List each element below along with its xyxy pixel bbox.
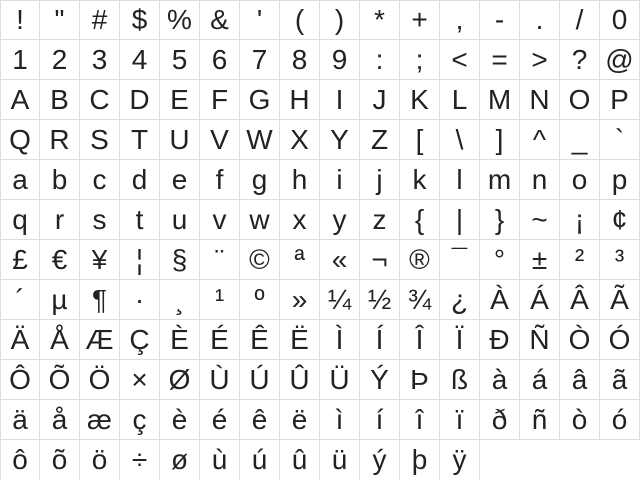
- glyph-cell[interactable]: 8: [280, 40, 320, 80]
- glyph-cell[interactable]: w: [240, 200, 280, 240]
- glyph-cell[interactable]: t: [120, 200, 160, 240]
- glyph-cell[interactable]: 6: [200, 40, 240, 80]
- glyph-cell[interactable]: Ö: [80, 360, 120, 400]
- glyph-cell[interactable]: «: [320, 240, 360, 280]
- glyph-cell[interactable]: |: [440, 200, 480, 240]
- glyph-cell[interactable]: q: [0, 200, 40, 240]
- glyph-cell[interactable]: ª: [280, 240, 320, 280]
- glyph-cell[interactable]: x: [280, 200, 320, 240]
- glyph-cell[interactable]: <: [440, 40, 480, 80]
- glyph-cell[interactable]: }: [480, 200, 520, 240]
- glyph-cell[interactable]: ¸: [160, 280, 200, 320]
- glyph-cell[interactable]: a: [0, 160, 40, 200]
- empty-cell: [600, 440, 640, 480]
- glyph-cell[interactable]: ^: [520, 120, 560, 160]
- glyph-cell[interactable]: H: [280, 80, 320, 120]
- glyph-cell[interactable]: Ã: [600, 280, 640, 320]
- glyph-cell[interactable]: O: [560, 80, 600, 120]
- glyph-cell[interactable]: Â: [560, 280, 600, 320]
- glyph-cell[interactable]: -: [480, 0, 520, 40]
- glyph-cell[interactable]: °: [480, 240, 520, 280]
- glyph-cell[interactable]: b: [40, 160, 80, 200]
- glyph-cell[interactable]: u: [160, 200, 200, 240]
- glyph-cell[interactable]: o: [560, 160, 600, 200]
- glyph-cell[interactable]: Ý: [360, 360, 400, 400]
- glyph-cell[interactable]: å: [40, 400, 80, 440]
- glyph-cell[interactable]: Û: [280, 360, 320, 400]
- glyph-cell[interactable]: ?: [560, 40, 600, 80]
- glyph-cell[interactable]: ·: [120, 280, 160, 320]
- glyph-cell[interactable]: €: [40, 240, 80, 280]
- glyph-cell[interactable]: ³: [600, 240, 640, 280]
- glyph-cell[interactable]: Õ: [40, 360, 80, 400]
- glyph-cell[interactable]: h: [280, 160, 320, 200]
- glyph-cell[interactable]: Q: [0, 120, 40, 160]
- glyph-cell[interactable]: k: [400, 160, 440, 200]
- glyph-cell[interactable]: À: [480, 280, 520, 320]
- glyph-cell[interactable]: /: [560, 0, 600, 40]
- glyph-cell[interactable]: ¨: [200, 240, 240, 280]
- glyph-cell[interactable]: .: [520, 0, 560, 40]
- glyph-cell[interactable]: ç: [120, 400, 160, 440]
- glyph-cell[interactable]: ¼: [320, 280, 360, 320]
- empty-cell: [480, 440, 520, 480]
- glyph-cell[interactable]: 4: [120, 40, 160, 80]
- glyph-cell[interactable]: Á: [520, 280, 560, 320]
- glyph-cell[interactable]: ": [40, 0, 80, 40]
- glyph-cell[interactable]: ú: [240, 440, 280, 480]
- glyph-cell[interactable]: ]: [480, 120, 520, 160]
- glyph-cell[interactable]: D: [120, 80, 160, 120]
- glyph-cell[interactable]: !: [0, 0, 40, 40]
- glyph-cell[interactable]: ): [320, 0, 360, 40]
- glyph-cell[interactable]: é: [200, 400, 240, 440]
- glyph-cell[interactable]: ;: [400, 40, 440, 80]
- glyph-cell[interactable]: Þ: [400, 360, 440, 400]
- glyph-cell[interactable]: G: [240, 80, 280, 120]
- glyph-cell[interactable]: Ê: [240, 320, 280, 360]
- glyph-cell[interactable]: ²: [560, 240, 600, 280]
- glyph-cell[interactable]: ©: [240, 240, 280, 280]
- glyph-cell[interactable]: B: [40, 80, 80, 120]
- glyph-cell[interactable]: j: [360, 160, 400, 200]
- glyph-cell[interactable]: [: [400, 120, 440, 160]
- glyph-cell[interactable]: µ: [40, 280, 80, 320]
- glyph-cell[interactable]: ü: [320, 440, 360, 480]
- glyph-cell[interactable]: >: [520, 40, 560, 80]
- glyph-cell[interactable]: d: [120, 160, 160, 200]
- glyph-cell[interactable]: »: [280, 280, 320, 320]
- glyph-cell[interactable]: ±: [520, 240, 560, 280]
- glyph-cell[interactable]: (: [280, 0, 320, 40]
- glyph-cell[interactable]: ê: [240, 400, 280, 440]
- glyph-cell[interactable]: ¦: [120, 240, 160, 280]
- glyph-cell[interactable]: Ü: [320, 360, 360, 400]
- glyph-cell[interactable]: õ: [40, 440, 80, 480]
- glyph-cell[interactable]: Ø: [160, 360, 200, 400]
- glyph-cell[interactable]: à: [480, 360, 520, 400]
- glyph-cell[interactable]: I: [320, 80, 360, 120]
- glyph-cell[interactable]: 1: [0, 40, 40, 80]
- glyph-cell[interactable]: :: [360, 40, 400, 80]
- glyph-cell[interactable]: º: [240, 280, 280, 320]
- glyph-cell[interactable]: 7: [240, 40, 280, 80]
- glyph-cell[interactable]: ~: [520, 200, 560, 240]
- glyph-cell[interactable]: ®: [400, 240, 440, 280]
- glyph-cell[interactable]: ù: [200, 440, 240, 480]
- glyph-cell[interactable]: p: [600, 160, 640, 200]
- glyph-cell[interactable]: Ç: [120, 320, 160, 360]
- glyph-cell[interactable]: l: [440, 160, 480, 200]
- glyph-cell[interactable]: R: [40, 120, 80, 160]
- glyph-cell[interactable]: V: [200, 120, 240, 160]
- glyph-cell[interactable]: á: [520, 360, 560, 400]
- glyph-cell[interactable]: 2: [40, 40, 80, 80]
- glyph-cell[interactable]: &: [200, 0, 240, 40]
- glyph-cell[interactable]: ó: [600, 400, 640, 440]
- glyph-cell[interactable]: z: [360, 200, 400, 240]
- glyph-cell[interactable]: e: [160, 160, 200, 200]
- glyph-cell[interactable]: ¢: [600, 200, 640, 240]
- glyph-cell[interactable]: \: [440, 120, 480, 160]
- glyph-cell[interactable]: è: [160, 400, 200, 440]
- glyph-cell[interactable]: ã: [600, 360, 640, 400]
- glyph-cell[interactable]: ö: [80, 440, 120, 480]
- glyph-cell[interactable]: ñ: [520, 400, 560, 440]
- glyph-cell[interactable]: 9: [320, 40, 360, 80]
- glyph-cell[interactable]: g: [240, 160, 280, 200]
- glyph-cell[interactable]: *: [360, 0, 400, 40]
- glyph-cell[interactable]: F: [200, 80, 240, 120]
- glyph-cell[interactable]: m: [480, 160, 520, 200]
- glyph-cell[interactable]: ø: [160, 440, 200, 480]
- glyph-cell[interactable]: Ñ: [520, 320, 560, 360]
- glyph-cell[interactable]: ì: [320, 400, 360, 440]
- glyph-cell[interactable]: ': [240, 0, 280, 40]
- glyph-cell[interactable]: c: [80, 160, 120, 200]
- glyph-cell[interactable]: S: [80, 120, 120, 160]
- glyph-cell[interactable]: r: [40, 200, 80, 240]
- glyph-cell[interactable]: É: [200, 320, 240, 360]
- glyph-cell[interactable]: Z: [360, 120, 400, 160]
- glyph-cell[interactable]: Ì: [320, 320, 360, 360]
- glyph-cell[interactable]: ô: [0, 440, 40, 480]
- glyph-cell[interactable]: Ó: [600, 320, 640, 360]
- glyph-cell[interactable]: ò: [560, 400, 600, 440]
- glyph-cell[interactable]: s: [80, 200, 120, 240]
- glyph-cell[interactable]: {: [400, 200, 440, 240]
- glyph-cell[interactable]: Y: [320, 120, 360, 160]
- glyph-cell[interactable]: Í: [360, 320, 400, 360]
- glyph-cell[interactable]: ´: [0, 280, 40, 320]
- glyph-cell[interactable]: Å: [40, 320, 80, 360]
- glyph-cell[interactable]: í: [360, 400, 400, 440]
- glyph-cell[interactable]: K: [400, 80, 440, 120]
- glyph-cell[interactable]: Ù: [200, 360, 240, 400]
- glyph-cell[interactable]: ,: [440, 0, 480, 40]
- glyph-cell[interactable]: ¿: [440, 280, 480, 320]
- glyph-cell[interactable]: M: [480, 80, 520, 120]
- glyph-cell[interactable]: ¯: [440, 240, 480, 280]
- glyph-cell[interactable]: þ: [400, 440, 440, 480]
- glyph-cell[interactable]: â: [560, 360, 600, 400]
- glyph-cell[interactable]: T: [120, 120, 160, 160]
- glyph-cell[interactable]: v: [200, 200, 240, 240]
- glyph-cell[interactable]: Ä: [0, 320, 40, 360]
- glyph-cell[interactable]: y: [320, 200, 360, 240]
- glyph-cell[interactable]: û: [280, 440, 320, 480]
- glyph-cell[interactable]: U: [160, 120, 200, 160]
- glyph-cell[interactable]: W: [240, 120, 280, 160]
- glyph-cell[interactable]: £: [0, 240, 40, 280]
- glyph-cell[interactable]: ý: [360, 440, 400, 480]
- glyph-cell[interactable]: `: [600, 120, 640, 160]
- glyph-cell[interactable]: Ë: [280, 320, 320, 360]
- glyph-cell[interactable]: Ò: [560, 320, 600, 360]
- glyph-cell[interactable]: X: [280, 120, 320, 160]
- glyph-cell[interactable]: ä: [0, 400, 40, 440]
- glyph-cell[interactable]: $: [120, 0, 160, 40]
- glyph-cell[interactable]: 0: [600, 0, 640, 40]
- glyph-cell[interactable]: ÿ: [440, 440, 480, 480]
- glyph-cell[interactable]: J: [360, 80, 400, 120]
- glyph-cell[interactable]: §: [160, 240, 200, 280]
- glyph-cell[interactable]: 5: [160, 40, 200, 80]
- glyph-cell[interactable]: ß: [440, 360, 480, 400]
- glyph-cell[interactable]: @: [600, 40, 640, 80]
- glyph-cell[interactable]: î: [400, 400, 440, 440]
- glyph-cell[interactable]: %: [160, 0, 200, 40]
- empty-cell: [560, 440, 600, 480]
- glyph-cell[interactable]: =: [480, 40, 520, 80]
- glyph-cell[interactable]: Ð: [480, 320, 520, 360]
- glyph-cell[interactable]: A: [0, 80, 40, 120]
- glyph-cell[interactable]: ë: [280, 400, 320, 440]
- glyph-cell[interactable]: ¡: [560, 200, 600, 240]
- glyph-cell[interactable]: ¶: [80, 280, 120, 320]
- glyph-cell[interactable]: 3: [80, 40, 120, 80]
- glyph-cell[interactable]: N: [520, 80, 560, 120]
- glyph-cell[interactable]: ½: [360, 280, 400, 320]
- glyph-cell[interactable]: Ô: [0, 360, 40, 400]
- glyph-cell[interactable]: i: [320, 160, 360, 200]
- glyph-cell[interactable]: ×: [120, 360, 160, 400]
- glyph-cell[interactable]: ¾: [400, 280, 440, 320]
- glyph-cell[interactable]: ¹: [200, 280, 240, 320]
- glyph-cell[interactable]: L: [440, 80, 480, 120]
- glyph-cell[interactable]: ï: [440, 400, 480, 440]
- glyph-cell[interactable]: E: [160, 80, 200, 120]
- glyph-cell[interactable]: Ï: [440, 320, 480, 360]
- glyph-cell[interactable]: f: [200, 160, 240, 200]
- glyph-cell[interactable]: P: [600, 80, 640, 120]
- glyph-cell[interactable]: È: [160, 320, 200, 360]
- glyph-cell[interactable]: C: [80, 80, 120, 120]
- glyph-cell[interactable]: ¥: [80, 240, 120, 280]
- glyph-cell[interactable]: Æ: [80, 320, 120, 360]
- empty-cell: [520, 440, 560, 480]
- glyph-cell[interactable]: #: [80, 0, 120, 40]
- glyph-cell[interactable]: ¬: [360, 240, 400, 280]
- glyph-cell[interactable]: Î: [400, 320, 440, 360]
- glyph-cell[interactable]: _: [560, 120, 600, 160]
- glyph-cell[interactable]: +: [400, 0, 440, 40]
- glyph-cell[interactable]: Ú: [240, 360, 280, 400]
- glyph-cell[interactable]: ÷: [120, 440, 160, 480]
- glyph-cell[interactable]: n: [520, 160, 560, 200]
- glyph-cell[interactable]: æ: [80, 400, 120, 440]
- glyph-cell[interactable]: ð: [480, 400, 520, 440]
